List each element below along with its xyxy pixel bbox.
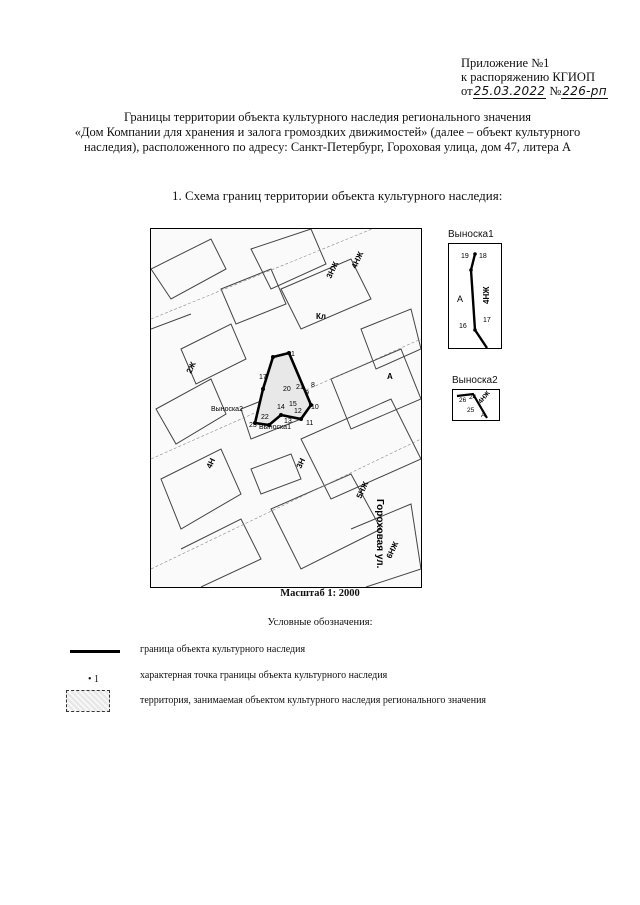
map-point-22: 22 [261,414,269,421]
title-line-1: Границы территории объекта культурного наследия регионального значения [123,110,532,124]
legend-area-label: территория, занимаемая объектом культурного наследия регионального значения [140,695,487,706]
callout1-box [448,243,502,349]
map-callout-ref-1: Выноска1 [259,424,291,431]
appendix-date-line [461,84,608,98]
legend-title: Условные обозначения: [267,617,373,628]
legend-boundary-line-label: граница объекта культурного наследия [140,644,306,655]
legend-point-symbol: • 1 [88,674,100,685]
callout2-drawing [453,390,499,420]
map-point-14: 14 [277,404,285,411]
title-line-3: наследия), расположенного по адресу: Санкт-Петербург, Гороховая улица, дом 47, литера А [83,140,572,154]
map-building-3n: 3Н [294,456,308,470]
map-callout-ref-2: Выноска2 [211,406,243,413]
callout2-title: Выноска2 [452,375,498,386]
map-label-a: А [387,372,393,381]
callout1-point-16: 16 [459,323,467,330]
map-point-23: 23 [249,422,257,429]
callout1-letter: А [457,294,464,304]
callout2-point-25: 25 [467,407,475,414]
callout2-point-26: 26 [459,397,467,404]
map-building-4nzh: 4НЖ [349,250,366,270]
handwritten-number: 226-рп [562,84,607,98]
callout1-title: Выноска1 [448,229,494,240]
map-drawing [151,229,421,587]
map-building-5nzh: 5НЖ [354,480,371,500]
map-point-21: 21 [296,384,304,391]
title-line-2: «Дом Компании для хранения и залога громоздких движимостей» (далее – объект культурного [74,125,581,139]
section-heading: 1. Схема границ территории объекта культурного наследия: [172,188,503,203]
map-point-10: 10 [311,404,319,411]
callout1-point-19: 19 [461,253,469,260]
map-point-11: 11 [306,420,314,427]
callout1-point-18: 18 [479,253,487,260]
boundary-map [150,228,422,588]
callout1-building: 4НЖ [482,286,491,304]
appendix-block [461,56,608,98]
callout2-building: 4НЖ [477,390,492,406]
map-point-15: 15 [289,401,297,408]
map-point-17: 17 [259,374,267,381]
number-prefix: № [549,84,562,98]
map-point-20: 20 [283,386,291,393]
map-scale: Масштаб 1: 2000 [280,588,360,599]
callout1-point-17: 17 [483,317,491,324]
handwritten-date: 25.03.2022 [473,84,546,98]
legend-boundary-line-symbol [70,650,120,653]
map-label-kl: Кл [316,312,326,321]
map-street-label: Гороховая ул. [374,499,385,569]
map-building-4n: 4Н [204,456,218,470]
appendix-line-2: к распоряжению КГИОП [461,70,595,84]
map-point-12: 12 [294,408,302,415]
callout1-drawing [449,244,501,348]
map-point-13: 13 [284,418,292,425]
date-prefix: от [461,84,473,98]
callout2-letter: А [481,412,486,419]
callout2-box [452,389,500,421]
map-point-9: 9 [305,390,309,397]
map-building-6nzh: 6НЖ [384,540,401,560]
callout2-point-24: 24 [469,394,477,401]
appendix-line-1: Приложение №1 [461,56,550,70]
map-building-3nzh: 3НЖ [324,260,341,280]
legend-point-label: характерная точка границы объекта культурного наследия [140,670,388,681]
map-building-2zh: 2Ж [184,360,198,375]
document-title [40,110,615,155]
legend-area-symbol [66,690,110,712]
map-point-1: 1 [291,351,295,358]
map-point-8: 8 [311,382,315,389]
